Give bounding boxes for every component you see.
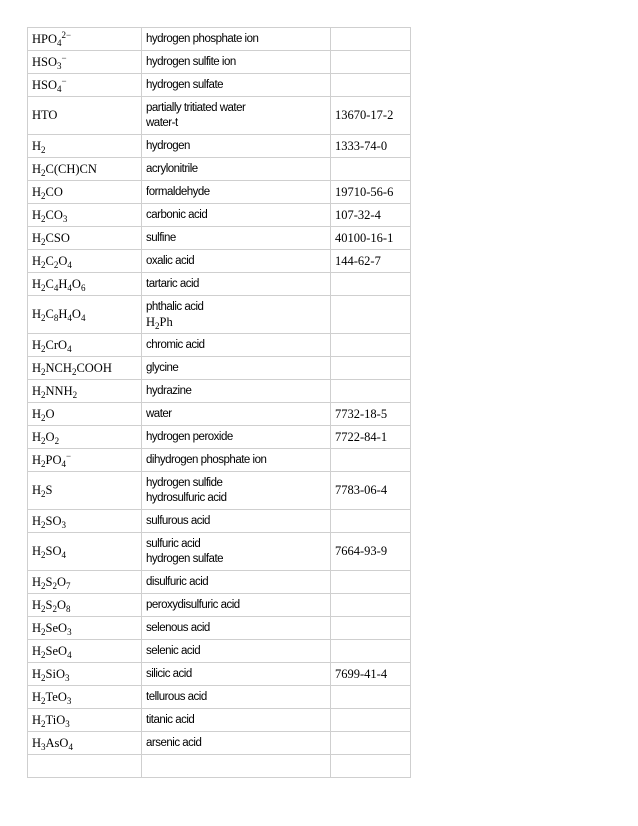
compound-name-cell xyxy=(142,472,331,510)
formula-cell xyxy=(28,755,142,778)
formula-cell: $H_2O_2$ xyxy=(28,426,142,449)
formula-cell: $H_2SeO_3$ xyxy=(28,617,142,640)
cas-number-cell xyxy=(331,510,411,533)
compound-name-cell xyxy=(142,204,331,227)
compound-name: partially tritiated water xyxy=(146,101,246,114)
table-row xyxy=(28,709,411,732)
cas-number-cell: 7732-18-5 xyxy=(331,403,411,426)
formula-cell: $H_2SeO_4$ xyxy=(28,640,142,663)
compound-name-cell xyxy=(142,273,331,296)
compound-name: arsenic acid xyxy=(146,736,202,749)
cas-number-cell: 40100-16-1 xyxy=(331,227,411,250)
chemical-compounds-table xyxy=(27,27,411,778)
compound-name-cell xyxy=(142,250,331,273)
cas-number-cell xyxy=(331,51,411,74)
formula-cell: $H_2TeO_3$ xyxy=(28,686,142,709)
compound-name: dihydrogen phosphate ion xyxy=(146,453,267,466)
cas-number-cell xyxy=(331,709,411,732)
table-row xyxy=(28,357,411,380)
formula-cell: $H_2SO_3$ xyxy=(28,510,142,533)
table-row xyxy=(28,686,411,709)
cas-number-cell xyxy=(331,158,411,181)
compound-name: tartaric acid xyxy=(146,277,199,290)
compound-name-cell xyxy=(142,510,331,533)
table-row xyxy=(28,74,411,97)
cas-number-cell: 1333-74-0 xyxy=(331,135,411,158)
compound-name-cell xyxy=(142,296,331,334)
compound-name: glycine xyxy=(146,361,179,374)
table-row xyxy=(28,510,411,533)
compound-name: formaldehyde xyxy=(146,185,210,198)
compound-name-cell xyxy=(142,709,331,732)
compound-name-cell xyxy=(142,686,331,709)
table-row xyxy=(28,403,411,426)
table-row xyxy=(28,594,411,617)
table-row xyxy=(28,640,411,663)
table-row xyxy=(28,334,411,357)
compound-name: sulfine xyxy=(146,231,176,244)
compound-name-cell xyxy=(142,617,331,640)
formula-cell: $H_2S_2O_7$ xyxy=(28,571,142,594)
compound-name-cell xyxy=(142,28,331,51)
table-row xyxy=(28,617,411,640)
compound-name-cell xyxy=(142,755,331,778)
table-row xyxy=(28,449,411,472)
compound-name: hydrogen sulfate xyxy=(146,78,224,91)
formula-cell: $H_2SO_4$ xyxy=(28,533,142,571)
cas-number-cell: 7699-41-4 xyxy=(331,663,411,686)
formula-cell: $HSO_3^-$ xyxy=(28,51,142,74)
cas-number-cell: 7783-06-4 xyxy=(331,472,411,510)
formula-cell: $H_2C_8H_4O_4$ xyxy=(28,296,142,334)
table-row xyxy=(28,135,411,158)
compound-name-cell xyxy=(142,334,331,357)
compound-name: hydrazine xyxy=(146,384,192,397)
cas-number-cell xyxy=(331,28,411,51)
compound-name-cell xyxy=(142,357,331,380)
table-row xyxy=(28,273,411,296)
cas-number-cell xyxy=(331,296,411,334)
compound-name-cell xyxy=(142,135,331,158)
compound-name: selenic acid xyxy=(146,644,201,657)
compound-name: hydrogen sulfide xyxy=(146,476,223,489)
compound-name: water-t xyxy=(146,116,178,129)
compound-name: hydrogen sulfate xyxy=(146,552,224,565)
compound-name: sulfuric acid xyxy=(146,537,201,550)
formula-cell: $H_2O$ xyxy=(28,403,142,426)
compound-name-cell xyxy=(142,533,331,571)
formula-cell: $H_2S_2O_8$ xyxy=(28,594,142,617)
formula-cell: $H_2$ xyxy=(28,135,142,158)
cas-number-cell: 107-32-4 xyxy=(331,204,411,227)
table-row xyxy=(28,755,411,778)
cas-number-cell xyxy=(331,732,411,755)
compound-name-cell xyxy=(142,97,331,135)
compound-name: sulfurous acid xyxy=(146,514,210,527)
cas-number-cell xyxy=(331,334,411,357)
table-row xyxy=(28,181,411,204)
cas-number-cell: 7664-93-9 xyxy=(331,533,411,571)
formula-cell: $H_2C(CH)CN$ xyxy=(28,158,142,181)
compound-name-cell xyxy=(142,380,331,403)
cas-number-cell xyxy=(331,571,411,594)
cas-number-cell xyxy=(331,594,411,617)
compound-name: water xyxy=(146,407,172,420)
table-body xyxy=(28,28,411,778)
compound-name: peroxydisulfuric acid xyxy=(146,598,240,611)
formula-cell: $H_3AsO_4$ xyxy=(28,732,142,755)
cas-number-cell xyxy=(331,755,411,778)
table-row xyxy=(28,204,411,227)
cas-number-cell xyxy=(331,449,411,472)
compound-name-cell xyxy=(142,51,331,74)
table-row xyxy=(28,97,411,135)
compound-name: $H_2Ph$ xyxy=(146,314,173,331)
cas-number-cell: 144-62-7 xyxy=(331,250,411,273)
compound-name: hydrosulfuric acid xyxy=(146,491,227,504)
formula-cell: $H_2C_4H_4O_6$ xyxy=(28,273,142,296)
formula-cell: $H_2CO$ xyxy=(28,181,142,204)
compound-name: silicic acid xyxy=(146,667,192,680)
compound-name-cell xyxy=(142,426,331,449)
compound-name: disulfuric acid xyxy=(146,575,209,588)
compound-name-cell xyxy=(142,732,331,755)
cas-number-cell: 13670-17-2 xyxy=(331,97,411,135)
cas-number-cell xyxy=(331,74,411,97)
compound-name-cell xyxy=(142,594,331,617)
formula-cell: $HSO_4^-$ xyxy=(28,74,142,97)
cas-number-cell xyxy=(331,273,411,296)
compound-name-cell xyxy=(142,640,331,663)
table-row xyxy=(28,296,411,334)
formula-cell: HTO xyxy=(28,97,142,135)
compound-name: chromic acid xyxy=(146,338,205,351)
compound-name-cell xyxy=(142,449,331,472)
compound-name-cell xyxy=(142,663,331,686)
formula-cell: $H_2NNH_2$ xyxy=(28,380,142,403)
formula-cell: $H_2PO_4^-$ xyxy=(28,449,142,472)
compound-name-cell xyxy=(142,181,331,204)
table-row xyxy=(28,732,411,755)
cas-number-cell xyxy=(331,640,411,663)
table-row xyxy=(28,158,411,181)
compound-name: titanic acid xyxy=(146,713,195,726)
table-row xyxy=(28,472,411,510)
formula-cell: $H_2S$ xyxy=(28,472,142,510)
compound-name: hydrogen phosphate ion xyxy=(146,32,259,45)
cas-number-cell xyxy=(331,686,411,709)
compound-name: acrylonitrile xyxy=(146,162,198,175)
cas-number-cell xyxy=(331,617,411,640)
compound-name: selenous acid xyxy=(146,621,210,634)
formula-cell: $H_2TiO_3$ xyxy=(28,709,142,732)
compound-name: hydrogen sulfite ion xyxy=(146,55,236,68)
formula-cell: $H_2SiO_3$ xyxy=(28,663,142,686)
compound-name-cell xyxy=(142,74,331,97)
compound-name-cell xyxy=(142,158,331,181)
table-row xyxy=(28,250,411,273)
compound-name: hydrogen xyxy=(146,139,190,152)
compound-name-cell xyxy=(142,227,331,250)
formula-cell: $HPO_4^{2-}$ xyxy=(28,28,142,51)
table-row xyxy=(28,380,411,403)
compound-name: phthalic acid xyxy=(146,300,204,313)
compound-name-cell xyxy=(142,571,331,594)
table-row xyxy=(28,51,411,74)
cas-number-cell: 19710-56-6 xyxy=(331,181,411,204)
table-row xyxy=(28,533,411,571)
table-row xyxy=(28,571,411,594)
formula-cell: $H_2CSO$ xyxy=(28,227,142,250)
table-row xyxy=(28,663,411,686)
compound-name: carbonic acid xyxy=(146,208,208,221)
formula-cell: $H_2C_2O_4$ xyxy=(28,250,142,273)
compound-name: oxalic acid xyxy=(146,254,195,267)
cas-number-cell xyxy=(331,357,411,380)
compound-name: hydrogen peroxide xyxy=(146,430,233,443)
formula-cell: $H_2CrO_4$ xyxy=(28,334,142,357)
cas-number-cell xyxy=(331,380,411,403)
formula-cell: $H_2NCH_2COOH$ xyxy=(28,357,142,380)
table-row xyxy=(28,28,411,51)
cas-number-cell: 7722-84-1 xyxy=(331,426,411,449)
compound-name: tellurous acid xyxy=(146,690,207,703)
table-row xyxy=(28,426,411,449)
compound-name-cell xyxy=(142,403,331,426)
table-row xyxy=(28,227,411,250)
formula-cell: $H_2CO_3$ xyxy=(28,204,142,227)
